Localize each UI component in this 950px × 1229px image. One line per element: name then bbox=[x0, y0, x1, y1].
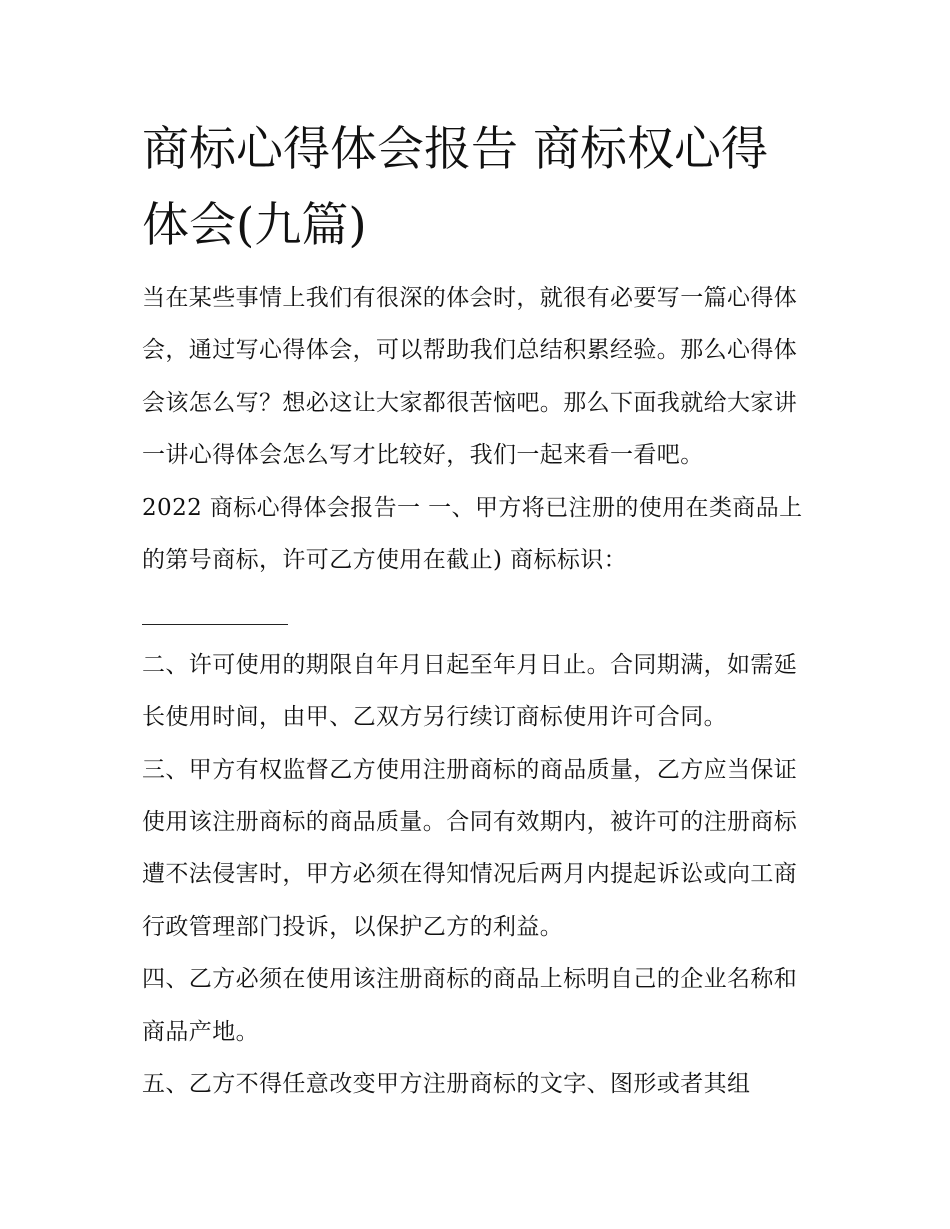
document-content bbox=[142, 112, 814, 1110]
blank-underline bbox=[142, 624, 288, 625]
clause-2-paragraph: 二、许可使用的期限自年月日起至年月日止。合同期满，如需延长使用时间，由甲、乙双方另行续订商标使用许可合同。 bbox=[142, 651, 798, 731]
document-title: 商标心得体会报告 商标权心得体会(九篇) bbox=[142, 122, 768, 253]
document-body bbox=[142, 272, 814, 1110]
intro-paragraph: 当在某些事情上我们有很深的体会时，就很有必要写一篇心得体会，通过写心得体会，可以帮助我们总结积累经验。那么心得体会该怎么写？想必这让大家都很苦恼吧。那么下面我就给大家讲一讲心得体会怎么写才比较好，我们一起来看一看吧。 bbox=[142, 285, 798, 469]
clause-1-paragraph: 2022 商标心得体会报告一 一、甲方将已注册的使用在类商品上的第号商标，许可乙方使用在截止) 商标标识： bbox=[142, 494, 803, 574]
clause-5-paragraph: 五、乙方不得任意改变甲方注册商标的文字、图形或者其组 bbox=[142, 1071, 751, 1098]
clause-4-paragraph: 四、乙方必须在使用该注册商标的商品上标明自己的企业名称和商品产地。 bbox=[142, 966, 798, 1045]
clause-3-paragraph: 三、甲方有权监督乙方使用注册商标的商品质量，乙方应当保证使用该注册商标的商品质量。合同有效期内，被许可的注册商标遭不法侵害时，甲方必须在得知情况后两月内提起诉讼或向工商行政管理部门投诉，以保护乙方的利益。 bbox=[142, 756, 798, 940]
fill-in-blank-line bbox=[142, 586, 814, 638]
